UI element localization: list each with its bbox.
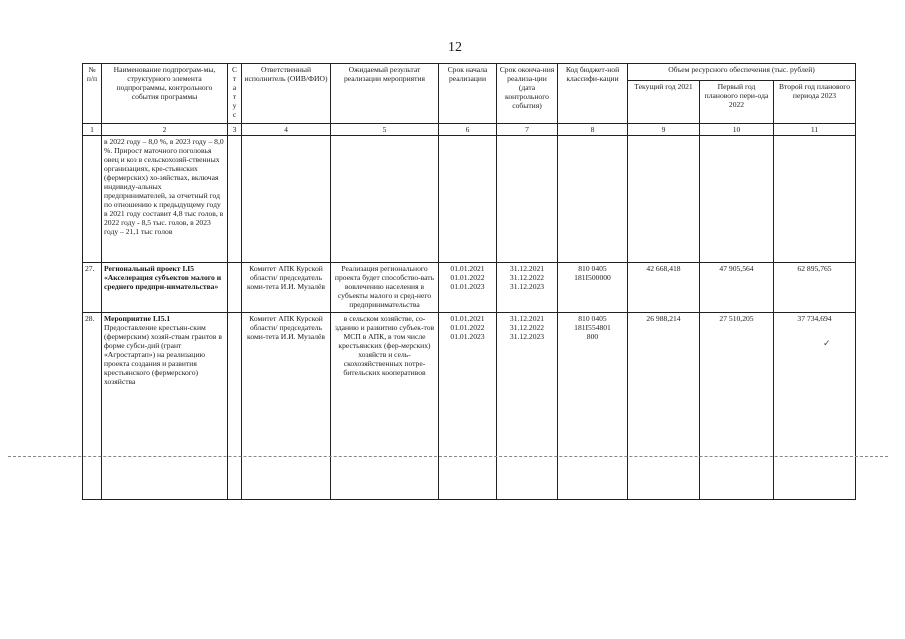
row-2021 [628,136,700,263]
table-row [83,263,856,313]
col-number: 4 [242,124,331,136]
check-mark-icon: ✓ [823,338,831,348]
row-name-text: Предоставление крестьян-ским (фермерским) хозяй-ствам грантов в форме субси-дий (грант «Агростартап») на реализацию проекта создания и развития крестьянского (фермерского) хозяйства [104,323,222,386]
row-num: 28. [83,313,102,500]
row-end: 31.12.2021 31.12.2022 31.12.2023 [497,263,558,313]
col-number: 5 [331,124,439,136]
header-year-2022: Первый год планового пери-ода 2022 [700,81,774,124]
col-number: 10 [700,124,774,136]
row-2023 [774,136,856,263]
table-row [83,313,856,500]
row-status [228,313,242,500]
row-result: Реализация регионального проекта будет способство-вать вовлечению населения в субъекты малого и сред-него предпринимательства [331,263,439,313]
col-number: 9 [628,124,700,136]
scan-artifact-line [8,456,888,457]
row-end [497,136,558,263]
row-2021: 26 988,214 [628,313,700,500]
row-code: 810 0405 181I554801 800 [558,313,628,500]
row-name-text: в 2022 году – 8,0 %, в 2023 году – 8,0 %. Прирост маточного поголовья овец и коз в сельскохозяй-ственных организациях, кре-стьянских (фермерских) хо-зяйствах, включая индивиду-альных предпринимателей, за отчетный год по отношению к предыдущему году в 2021 году составит 4,8 тыс голов, в 2022 году - 8,5 тыс. голов, в 2023 году – 21,1 тыс голов [104,137,224,236]
col-number: 2 [102,124,228,136]
row-start [439,136,497,263]
col-number: 11 [774,124,856,136]
row-name [102,136,228,263]
col-number: 7 [497,124,558,136]
header-num: № п/п [83,64,102,124]
header-year-2021: Текущий год 2021 [628,81,700,124]
col-number: 3 [228,124,242,136]
header-code: Код бюджет-ной классифи-кации [558,64,628,124]
row-start: 01.01.2021 01.01.2022 01.01.2023 [439,313,497,500]
header-status: С т а т у с [228,64,242,124]
row-2022: 27 510,205 [700,313,774,500]
header-resources: Объем ресурсного обеспечения (тыс. рублей) [628,64,856,81]
row-start: 01.01.2021 01.01.2022 01.01.2023 [439,263,497,313]
row-executor [242,136,331,263]
header-executor: Ответственный исполнитель (ОИВ/ФИО) [242,64,331,124]
row-2021: 42 668,418 [628,263,700,313]
header-year-2023: Второй год планового периода 2023 [774,81,856,124]
row-end: 31.12.2021 31.12.2022 31.12.2023 [497,313,558,500]
row-num: 27. [83,263,102,313]
col-number: 6 [439,124,497,136]
row-name [102,313,228,500]
row-code: 810 0405 181I500000 [558,263,628,313]
header-end: Срок оконча-ния реализа-ции (дата контрольного события) [497,64,558,124]
row-executor: Комитет АПК Курской области/ председатель коми-тета И.И. Музалёв [242,313,331,500]
row-2022: 47 905,564 [700,263,774,313]
header-name: Наименование подпрограм-мы, структурного элемента подпрограммы, контрольного события программы [102,64,228,124]
col-number: 1 [83,124,102,136]
row-2022 [700,136,774,263]
row-code [558,136,628,263]
row-result: в сельском хозяйстве, со-зданию и развитию субъек-тов МСП в АПК, в том числе крестьянских (фер-мерских) хозяйств и сель-скохозяйственных потре-бительских кооперативов [331,313,439,500]
row-name-title: Мероприятие I.I5.1 [104,314,171,323]
row-name-title: Региональный проект I.I5 «Акселерация субъектов малого и среднего предпри-нимательства» [102,263,228,313]
header-start: Срок начала реализации [439,64,497,124]
row-2023: 37 734,694 [774,313,856,500]
header-result: Ожидаемый результат реализации мероприятия [331,64,439,124]
row-status [228,263,242,313]
row-executor: Комитет АПК Курской области/ председатель коми-тета И.И. Музалёв [242,263,331,313]
table-row [83,136,856,263]
row-status [228,136,242,263]
page-number: 12 [448,40,462,55]
row-num [83,136,102,263]
row-2023: 62 895,765 [774,263,856,313]
resource-table [82,63,856,500]
col-number: 8 [558,124,628,136]
row-result [331,136,439,263]
